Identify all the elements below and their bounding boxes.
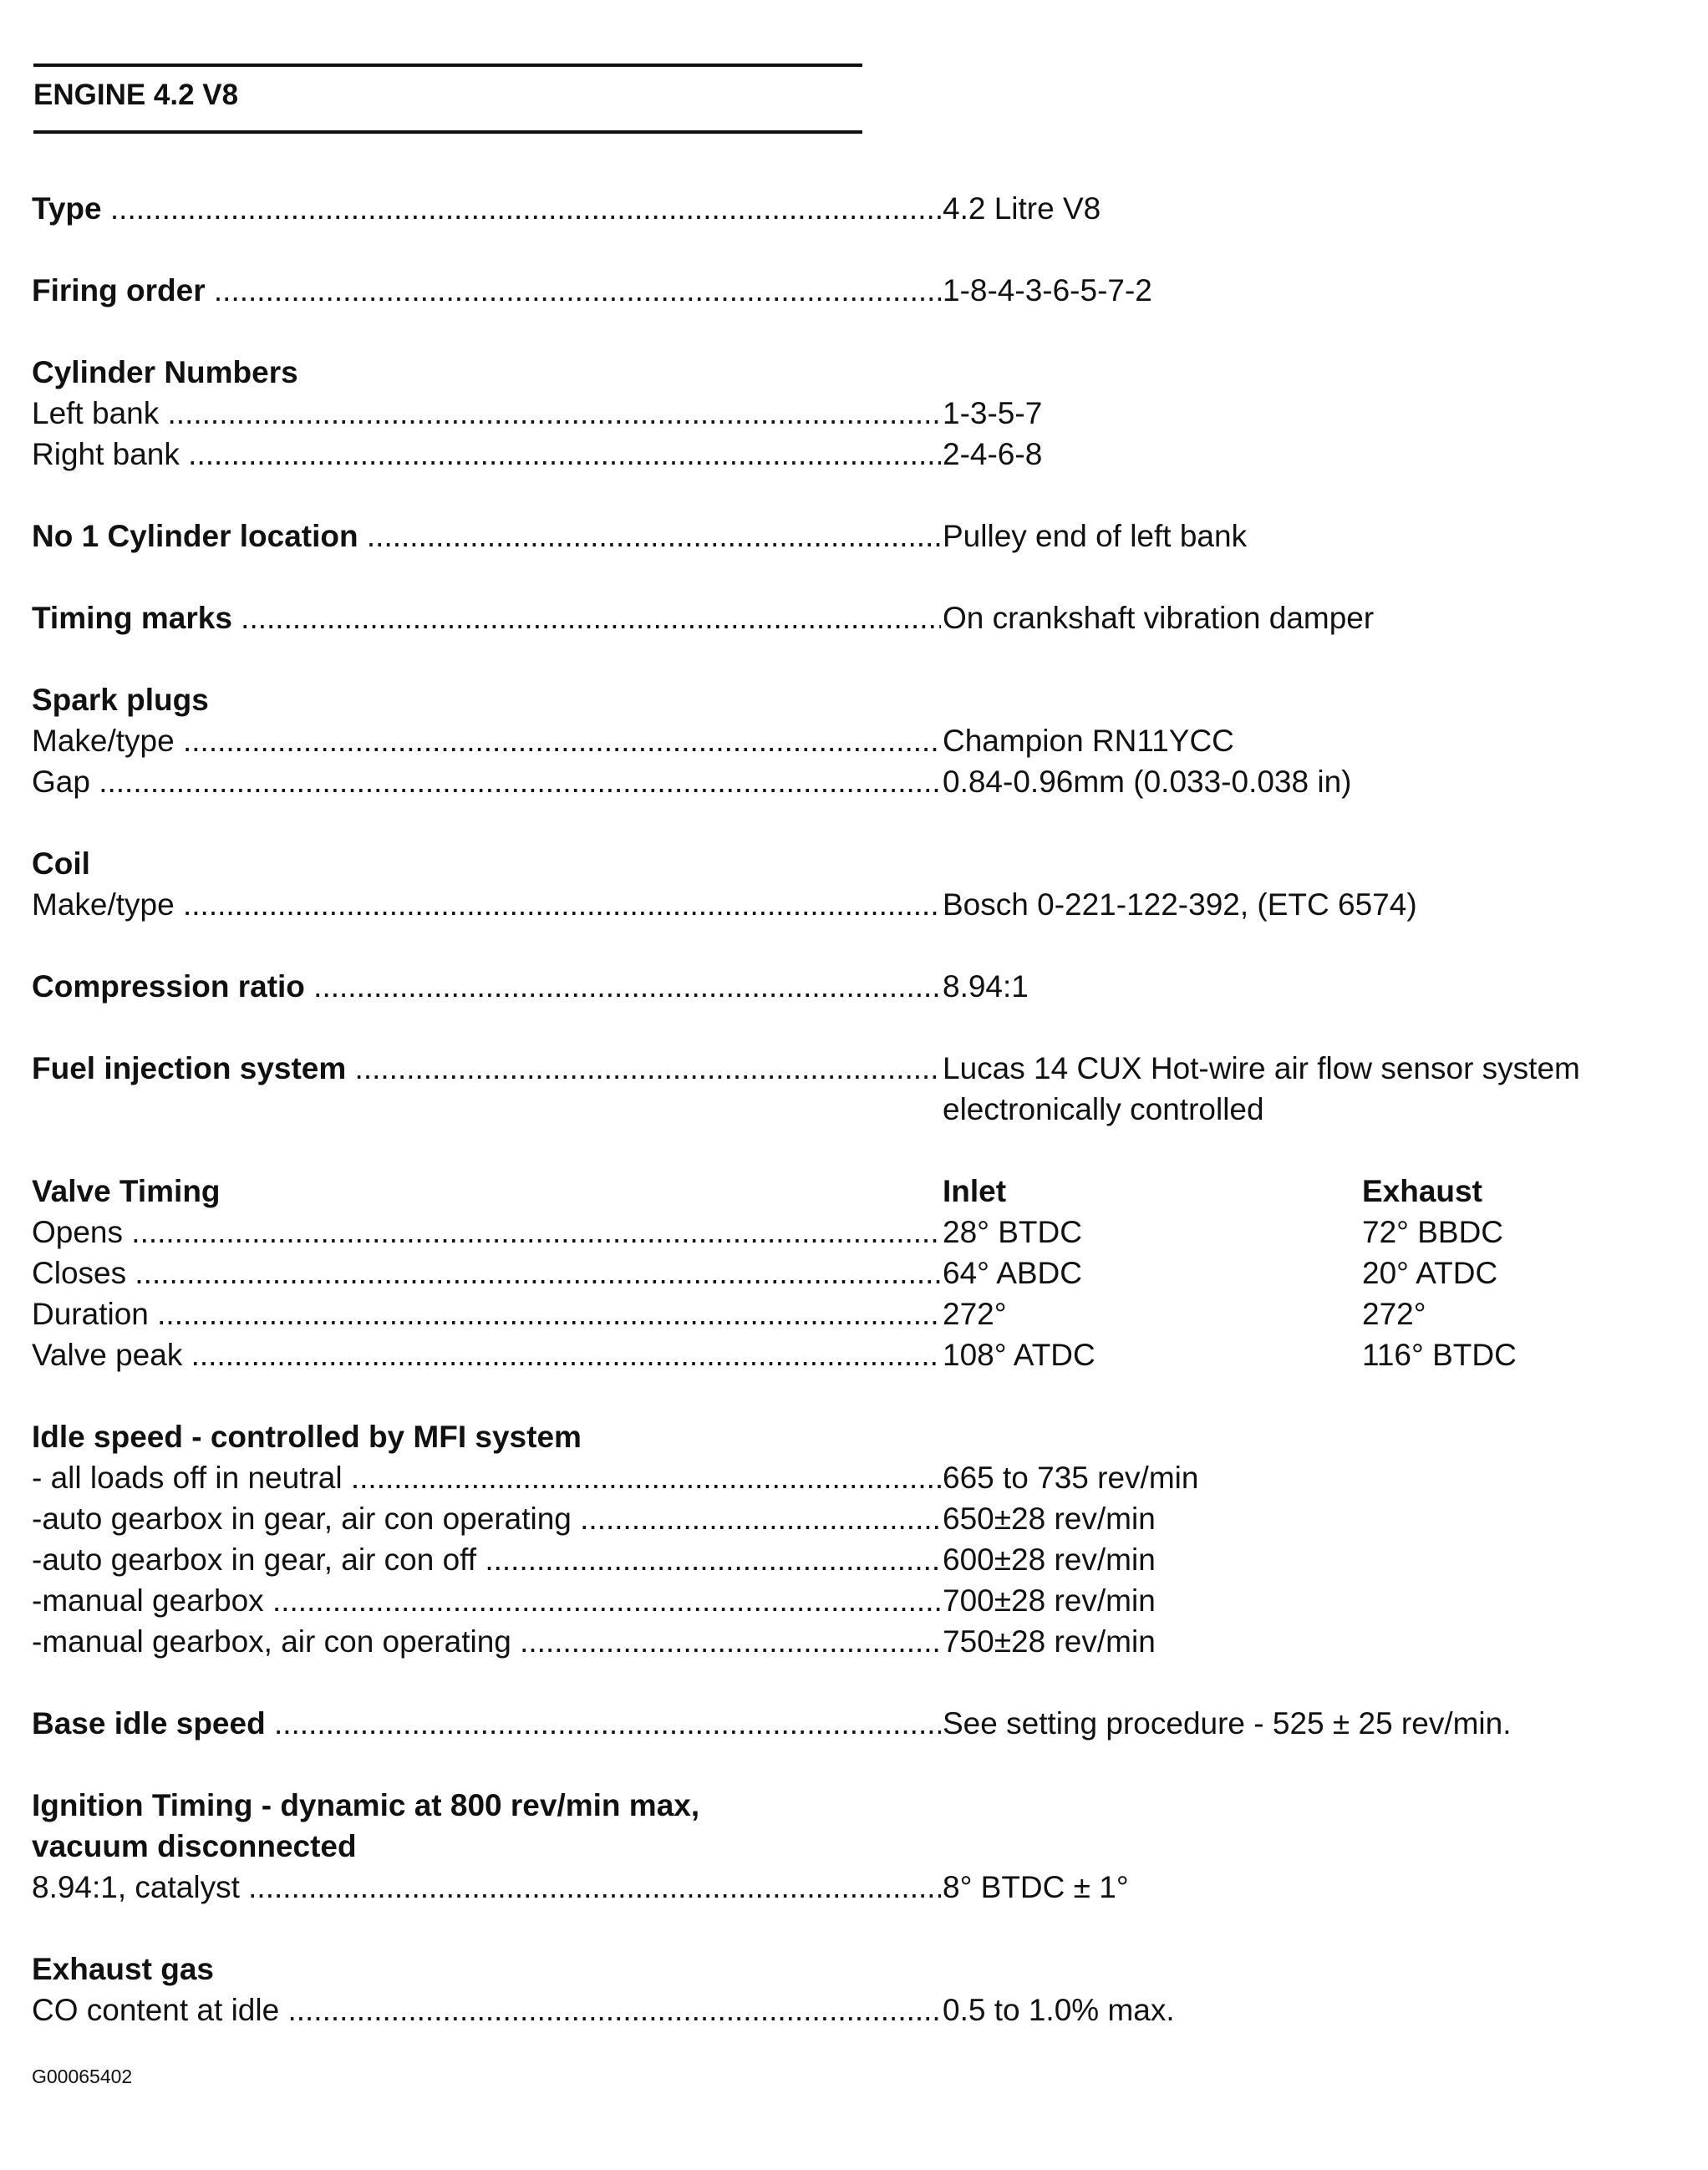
timing-marks-row [0,597,1708,638]
ignition-timing-subheading: vacuum disconnected [32,1829,357,1863]
exhaust-column-heading: Exhaust [1362,1174,1482,1208]
spark-gap-value: 0.84-0.96mm (0.033-0.038 in) [943,765,1352,799]
ignition-timing-heading: Ignition Timing - dynamic at 800 rev/min max, [32,1788,700,1822]
base-idle-value: See setting procedure - 525 ± 25 rev/min. [943,1706,1512,1741]
firing-order-row [0,270,1708,311]
spark-make-value: Champion RN11YCC [943,724,1234,758]
exhaust-gas-section [0,1949,1708,2030]
idle-value: 700±28 rev/min [943,1583,1156,1618]
spark-make-label: Make/type ..... [32,720,941,761]
idle-value: 600±28 rev/min [943,1542,1156,1577]
idle-value: 650±28 rev/min [943,1502,1156,1536]
type-value: 4.2 Litre V8 [943,191,1101,226]
compression-value: 8.94:1 [943,969,1029,1004]
idle-row [0,1457,1708,1498]
valve-peak-label: Valve peak ..... [32,1334,941,1375]
type-section [0,188,1708,229]
cylinder-numbers-section [0,352,1708,475]
idle-label: -manual gearbox, air con operating ..... [32,1621,941,1662]
firing-order-value: 1-8-4-3-6-5-7-2 [943,273,1152,307]
left-bank-value: 1-3-5-7 [943,396,1043,430]
valve-closes-row [0,1253,1708,1293]
right-bank-label: Right bank ..... [32,434,941,475]
spec-list [0,188,1708,2071]
page-title: ENGINE 4.2 V8 [33,79,239,111]
valve-timing-section [0,1171,1708,1375]
title-bottom-rule [33,130,862,134]
base-idle-row [0,1703,1708,1744]
timing-marks-value: On crankshaft vibration damper [943,601,1375,635]
inlet-column-heading: Inlet [943,1174,1007,1208]
compression-label: Compression ratio ..... [32,966,941,1007]
idle-label: -auto gearbox in gear, air con operating ..... [32,1498,941,1539]
valve-closes-label: Closes ..... [32,1253,941,1293]
valve-closes-exhaust: 20° ATDC [1362,1256,1498,1290]
firing-order-label: Firing order ..... [32,270,941,311]
valve-peak-inlet: 108° ATDC [943,1338,1095,1372]
idle-label: -auto gearbox in gear, air con off ..... [32,1539,941,1580]
compression-section [0,966,1708,1007]
title-top-rule [33,64,862,67]
fuel-injection-label: Fuel injection system ..... [32,1048,941,1089]
idle-speed-heading: Idle speed - controlled by MFI system [32,1420,582,1454]
coil-make-value: Bosch 0-221-122-392, (ETC 6574) [943,887,1417,922]
compression-row [0,966,1708,1007]
fuel-injection-row [0,1048,1708,1126]
valve-peak-exhaust: 116° BTDC [1362,1338,1517,1372]
valve-duration-row [0,1293,1708,1334]
idle-row [0,1498,1708,1539]
no1-cylinder-label: No 1 Cylinder location ..... [32,516,941,556]
type-row [0,188,1708,229]
valve-closes-inlet: 64° ABDC [943,1256,1082,1290]
right-bank-value: 2-4-6-8 [943,437,1043,471]
idle-row [0,1539,1708,1580]
ignition-catalyst-value: 8° BTDC ± 1° [943,1870,1129,1904]
type-label: Type ..... [32,188,941,229]
valve-opens-exhaust: 72° BBDC [1362,1215,1504,1249]
valve-opens-label: Opens ..... [32,1212,941,1253]
valve-duration-exhaust: 272° [1362,1297,1426,1331]
idle-label: -manual gearbox ..... [32,1580,941,1621]
co-content-value: 0.5 to 1.0% max. [943,1993,1175,2027]
spark-gap-row [0,761,1708,802]
left-bank-row [0,393,1708,434]
idle-speed-section [0,1416,1708,1662]
right-bank-row [0,434,1708,475]
valve-duration-inlet: 272° [943,1297,1007,1331]
fuel-injection-section [0,1048,1708,1130]
coil-make-row [0,884,1708,925]
coil-make-label: Make/type ..... [32,884,941,925]
base-idle-label: Base idle speed ..... [32,1703,941,1744]
no1-cylinder-value: Pulley end of left bank [943,519,1248,553]
fuel-injection-value: Lucas 14 CUX Hot-wire air flow sensor system electronically controlled [943,1051,1580,1126]
idle-row [0,1580,1708,1621]
idle-label: - all loads off in neutral ..... [32,1457,941,1498]
spark-plugs-section [0,679,1708,802]
coil-heading: Coil [32,846,90,881]
spark-gap-label: Gap ..... [32,761,941,802]
left-bank-label: Left bank ..... [32,393,941,434]
valve-timing-heading: Valve Timing [32,1174,221,1208]
exhaust-gas-heading: Exhaust gas [32,1952,214,1986]
ignition-timing-section [0,1785,1708,1908]
ignition-catalyst-row [0,1867,1708,1908]
valve-duration-label: Duration ..... [32,1293,941,1334]
idle-value: 665 to 735 rev/min [943,1461,1199,1495]
valve-opens-inlet: 28° BTDC [943,1215,1082,1249]
co-content-row [0,1990,1708,2030]
timing-marks-label: Timing marks ..... [32,597,941,638]
co-content-label: CO content at idle ..... [32,1990,941,2030]
base-idle-section [0,1703,1708,1744]
coil-section [0,843,1708,925]
idle-value: 750±28 rev/min [943,1624,1156,1659]
idle-row [0,1621,1708,1662]
no1-cylinder-section [0,516,1708,556]
valve-opens-row [0,1212,1708,1253]
no1-cylinder-row [0,516,1708,556]
figure-code: G00065402 [32,2066,133,2087]
cylinder-numbers-heading: Cylinder Numbers [32,355,298,389]
ignition-catalyst-label: 8.94:1, catalyst ..... [32,1867,941,1908]
spark-make-row [0,720,1708,761]
firing-order-section [0,270,1708,311]
spark-plugs-heading: Spark plugs [32,683,209,717]
valve-timing-header-row [0,1171,1708,1212]
valve-peak-row [0,1334,1708,1375]
timing-marks-section [0,597,1708,638]
